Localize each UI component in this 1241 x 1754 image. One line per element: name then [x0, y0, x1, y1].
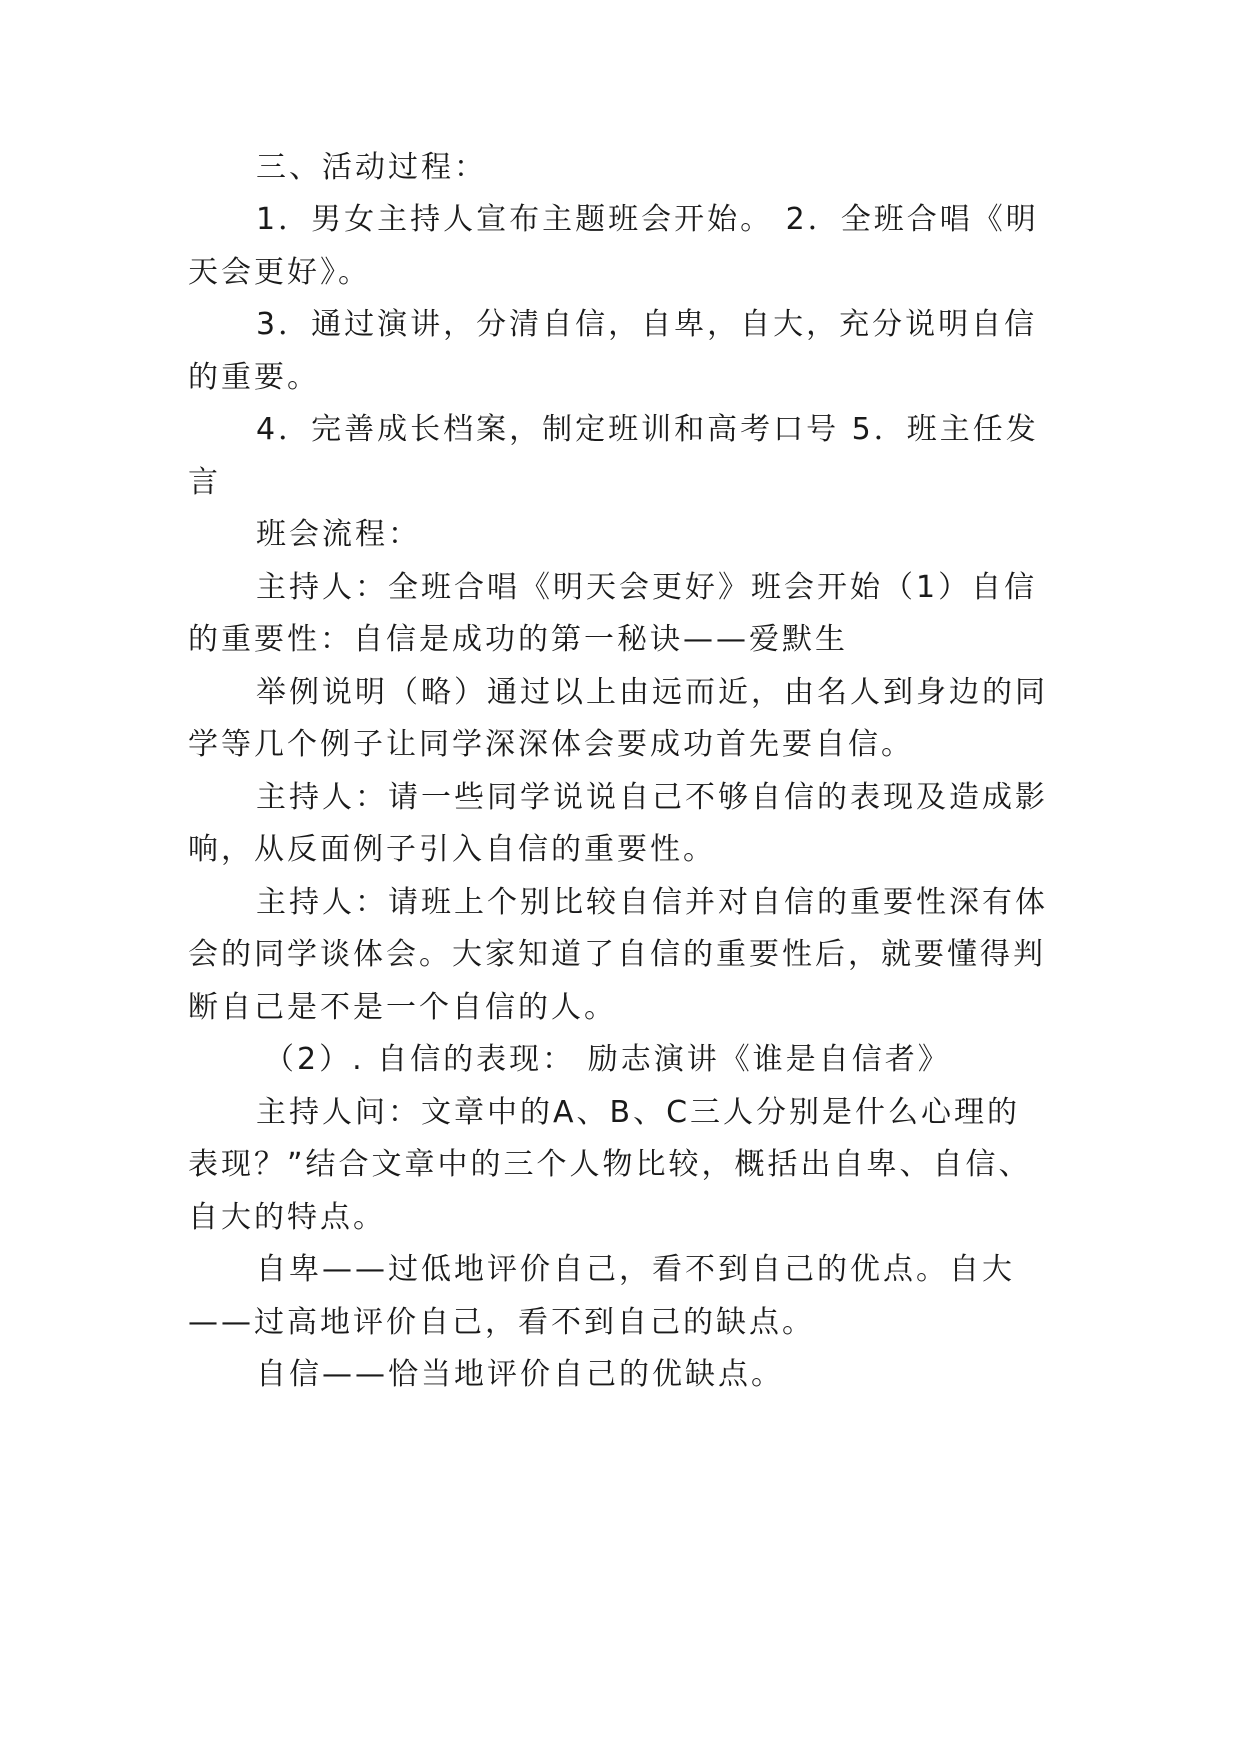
paragraph-line: 言: [188, 465, 221, 500]
paragraph-line: 自信——恰当地评价自己的优缺点。: [256, 1357, 784, 1392]
paragraph-line: 3．通过演讲，分清自信，自卑，自大，充分说明自信: [256, 307, 1038, 342]
paragraph-line: 主持人：请一些同学说说自己不够自信的表现及造成影: [256, 780, 1048, 815]
paragraph-line: 主持人问：文章中的A、B、C三人分别是什么心理的: [256, 1095, 1021, 1130]
paragraph-line: 举例说明（略）通过以上由远而近，由名人到身边的同: [256, 675, 1048, 710]
paragraph-line: 学等几个例子让同学深深体会要成功首先要自信。: [188, 727, 914, 762]
paragraph-line: 表现？”结合文章中的三个人物比较，概括出自卑、自信、: [188, 1147, 1032, 1182]
paragraph-line: 的重要性：自信是成功的第一秘诀——爱默生: [188, 622, 848, 657]
paragraph-line: 主持人：请班上个别比较自信并对自信的重要性深有体: [256, 885, 1048, 920]
paragraph-line: 4．完善成长档案，制定班训和高考口号 5．班主任发: [256, 412, 1039, 447]
paragraph-line: ——过高地评价自己，看不到自己的缺点。: [188, 1305, 815, 1340]
paragraph-line: 响，从反面例子引入自信的重要性。: [188, 832, 716, 867]
paragraph-line: （2）. 自信的表现： 励志演讲《谁是自信者》: [264, 1042, 951, 1077]
paragraph-line: 主持人：全班合唱《明天会更好》班会开始（1）自信: [256, 570, 1038, 605]
paragraph-line: 自卑——过低地评价自己，看不到自己的优点。自大: [256, 1252, 1015, 1287]
paragraph-line: 自大的特点。: [188, 1200, 386, 1235]
paragraph-line: 会的同学谈体会。大家知道了自信的重要性后，就要懂得判: [188, 937, 1046, 972]
paragraph-line: 天会更好》。: [188, 255, 371, 290]
paragraph-line: 断自己是不是一个自信的人。: [188, 990, 617, 1025]
paragraph-line: 1．男女主持人宣布主题班会开始。 2．全班合唱《明: [256, 202, 1039, 237]
section-heading: 三、活动过程：: [256, 150, 487, 185]
subheading: 班会流程：: [256, 517, 421, 552]
paragraph-line: 的重要。: [188, 360, 320, 395]
